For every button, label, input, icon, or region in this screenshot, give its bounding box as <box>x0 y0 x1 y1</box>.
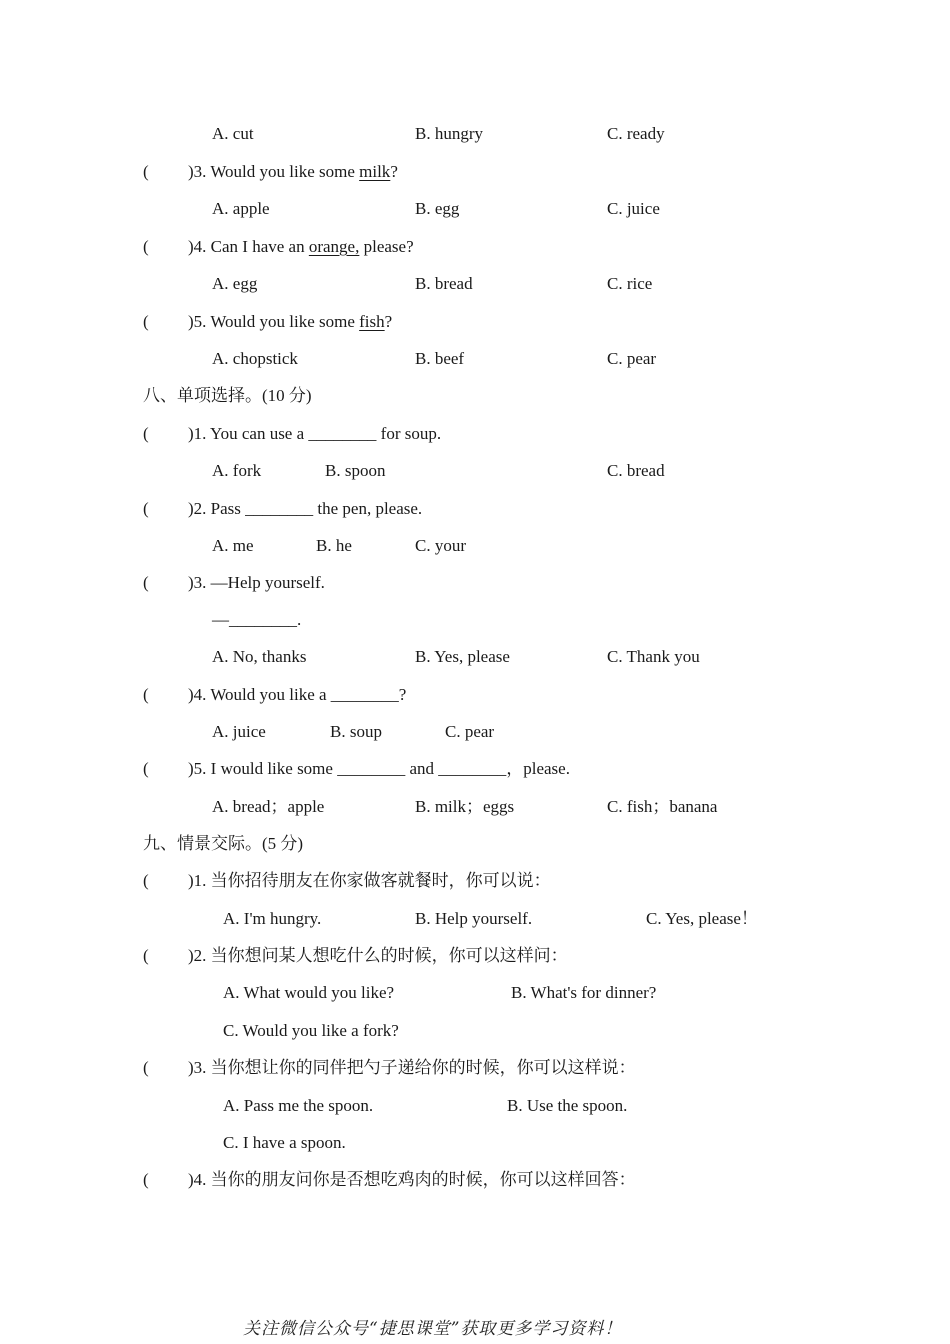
s8-q1-option-a: A. fork <box>212 461 262 480</box>
s8-q4-option-c: C. pear <box>445 722 495 741</box>
s9-q3-option-c: C. I have a spoon. <box>223 1133 346 1152</box>
s9-q2-option-b: B. What's for dinner? <box>511 983 657 1002</box>
answer-paren[interactable]: ( <box>143 1058 149 1077</box>
s7-q2-option-a: A. cut <box>212 124 254 143</box>
answer-paren[interactable]: ( <box>143 685 149 704</box>
s8-q2-question: )2. Pass ________ the pen, please. <box>188 499 423 518</box>
s9-q2-option-a: A. What would you like? <box>223 983 395 1002</box>
answer-paren[interactable]: ( <box>143 312 149 331</box>
s9-q1-question: )1. 当你招待朋友在你家做客就餐时，你可以说： <box>188 871 551 890</box>
section-8-heading: 八、单项选择。(10 分) <box>143 386 312 405</box>
s8-q2-option-c: C. your <box>415 536 466 555</box>
s7-q4-end: please? <box>359 237 414 256</box>
footer-promo-text: 关注微信公众号“捷思课堂”获取更多学习资料！ <box>243 1319 623 1339</box>
s7-q5-option-b: B. beef <box>415 349 465 368</box>
s9-q1-option-c: C. Yes, please！ <box>646 909 758 928</box>
s7-q3-underlined-word: milk <box>359 162 391 181</box>
s8-q3-option-b: B. Yes, please <box>415 647 510 666</box>
s8-q3-option-c: C. Thank you <box>607 647 700 666</box>
s7-q5-option-c: C. pear <box>607 349 657 368</box>
s7-q4-option-c: C. rice <box>607 274 653 293</box>
answer-paren[interactable]: ( <box>143 759 149 778</box>
s8-q3-reply: —________. <box>212 610 302 629</box>
s7-q2-option-b: B. hungry <box>415 124 483 143</box>
s8-q5-question: )5. I would like some ________ and ________，please. <box>188 759 570 778</box>
s7-q5-stem: )5. Would you like some <box>188 312 360 331</box>
answer-paren[interactable]: ( <box>143 237 149 256</box>
answer-paren[interactable]: ( <box>143 424 149 443</box>
s7-q5-question <box>188 311 392 333</box>
s7-q5-option-a: A. chopstick <box>212 349 298 368</box>
s7-q5-end: ? <box>384 312 393 331</box>
s8-q5-option-a: A. bread；apple <box>212 797 325 816</box>
s7-q3-option-a: A. apple <box>212 199 270 218</box>
s9-q1-option-b: B. Help yourself. <box>415 909 533 928</box>
s7-q5-underlined-word: fish <box>359 312 385 331</box>
answer-paren[interactable]: ( <box>143 162 149 181</box>
s9-q3-question: )3. 当你想让你的同伴把勺子递给你的时候，你可以这样说： <box>188 1058 636 1077</box>
s8-q2-option-b: B. he <box>316 536 352 555</box>
s8-q3-option-a: A. No, thanks <box>212 647 307 666</box>
s9-q1-option-a: A. I'm hungry. <box>223 909 322 928</box>
s7-q4-question <box>188 236 414 258</box>
s8-q1-option-b: B. spoon <box>325 461 386 480</box>
s7-q2-option-c: C. ready <box>607 124 665 143</box>
s7-q3-end: ? <box>390 162 398 181</box>
s7-q4-underlined-word: orange, <box>308 237 360 256</box>
s8-q4-question: )4. Would you like a ________? <box>188 685 407 704</box>
s7-q3-question <box>188 161 398 183</box>
answer-paren[interactable]: ( <box>143 946 149 965</box>
s9-q2-question: )2. 当你想问某人想吃什么的时候，你可以这样问： <box>188 946 568 965</box>
answer-paren[interactable]: ( <box>143 1170 149 1189</box>
s7-q3-option-b: B. egg <box>415 199 460 218</box>
s9-q2-option-c: C. Would you like a fork? <box>223 1021 399 1040</box>
s7-q3-option-c: C. juice <box>607 199 660 218</box>
s7-q4-stem: )4. Can I have an <box>188 237 309 256</box>
s8-q4-option-a: A. juice <box>212 722 266 741</box>
section-9-heading: 九、情景交际。(5 分) <box>143 834 304 853</box>
s7-q4-option-a: A. egg <box>212 274 258 293</box>
s7-q4-option-b: B. bread <box>415 274 473 293</box>
s9-q3-option-a: A. Pass me the spoon. <box>223 1096 374 1115</box>
s8-q3-question: )3. —Help yourself. <box>188 573 325 592</box>
answer-paren[interactable]: ( <box>143 499 149 518</box>
s8-q5-option-b: B. milk；eggs <box>415 797 515 816</box>
s8-q4-option-b: B. soup <box>330 722 382 741</box>
s8-q5-option-c: C. fish；banana <box>607 797 718 816</box>
s8-q1-question: )1. You can use a ________ for soup. <box>188 424 442 443</box>
s7-q3-stem: )3. Would you like some <box>188 162 360 181</box>
s9-q3-option-b: B. Use the spoon. <box>507 1096 628 1115</box>
s9-q4-question: )4. 当你的朋友问你是否想吃鸡肉的时候，你可以这样回答： <box>188 1170 636 1189</box>
answer-paren[interactable]: ( <box>143 573 149 592</box>
answer-paren[interactable]: ( <box>143 871 149 890</box>
s8-q1-option-c: C. bread <box>607 461 665 480</box>
s8-q2-option-a: A. me <box>212 536 254 555</box>
